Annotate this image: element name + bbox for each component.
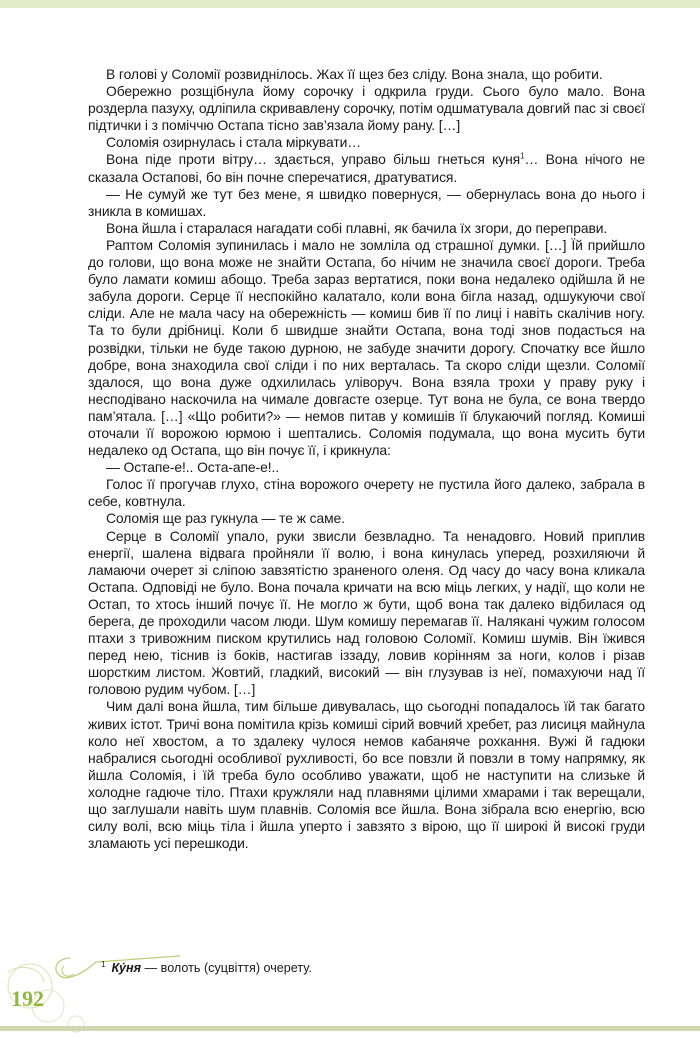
paragraph: Раптом Соломія зупинилась і мало не зомліла од страшної думки. […] Їй прийшло до голови, що вона може не знайти Остапа, бо нічим не значила своєї дороги. Треба було ламати комиш абощо. Треба зараз вертатися, поки вона недалеко одійшла й не забула дороги. Серце її неспокійно калатало, коли вона бігла назад, одшукуючи свої сліди. Але не мала часу на обережність — комиш бив її по лиці і навіть скалічив ногу. Та то були дрібниці. Коли б швидше знайти Остапа, вона тоді знов подасться на розвідки, тільки не буде такою дурною, не забуде значити дорогу. Спочатку все йшло добре, вона знаходила свої сліди і по них верталась. Та скоро сліди щезли. Соломії здалося, що вона дуже одхилилась уліворуч. Вона взяла трохи у праву руку і несподівано наскочила на чимале довгасте озерце. Тут вона не була, се вона твердо пам’ятала. […] «Що робити?» — немов питав у комишів її блукаючий погляд. Комиші оточали її ворожою юрмою і шептались. Соломія подумала, що вона мусить бути недалеко од Остапа, що він почує її, і крикнула: bbox=[88, 236, 645, 459]
page-number: 192 bbox=[11, 986, 44, 1011]
paragraph: Вона йшла і старалася нагадати собі плавні, як бачила їх згори, до переправи. bbox=[106, 219, 608, 236]
paragraph: Обережно розщібнула йому сорочку і одкрила груди. Сього було мало. Вона роздерла пазуху, одліпила скривавлену сорочку, потім одшматувала довгий пас зі своєї підтички і з поміччю Остапа тісно зав’язала йому рану. […] bbox=[88, 83, 645, 134]
top-decorative-rule bbox=[0, 0, 700, 8]
paragraph: Чим далі вона йшла, тим більше дивувалась, що сьогодні попадалось їй так багато живих істот. Тричі вона помітила крізь комиші сірий вовчий хребет, раз лисиця майнула коло неї хвостом, а то здалеку чулося немов кабаняче рохкання. Вужі й гадюки набралися сьогодні особливої рухливості, бо все повзли й повзли в тому напрямку, як йшла Соломія, і їй треба було особливо уважати, щоб не наступити на слизьке й холодне гадюче тіло. Птахи кружляли над плавнями цілими хмарами і так верещали, що заглушали навіть шум плавнів. Соломія все йшла. Вона зібрала всю енергію, всю силу волі, всю міць тіла і йшла уперто і завзято з вірою, що її широкі й високі груди зламають усі перешкоди. bbox=[88, 698, 645, 852]
paragraph: — Не сумуй же тут без мене, я швидко повернуся, — обернулась вона до нього і зникла в комишах. bbox=[88, 185, 645, 219]
paragraph-with-footnote bbox=[88, 151, 645, 185]
paragraph: Соломія ще раз гукнула — те ж саме. bbox=[106, 510, 345, 527]
footnote bbox=[101, 957, 312, 976]
bottom-decorative-rule bbox=[0, 1026, 700, 1031]
paragraph: Голос її прогучав глухо, стіна ворожого очерету не пустила його далеко, забрала в себе, ковтнула. bbox=[88, 476, 645, 510]
paragraph-text: Вона піде проти вітру… здається, управо більш гнеться куня bbox=[106, 151, 521, 168]
footnote-number: 1 bbox=[101, 960, 106, 969]
paragraph: Соломія озирнулась і стала міркувати… bbox=[106, 134, 362, 151]
paragraph: Серце в Соломії упало, руки звисли безвладно. Та ненадовго. Новий приплив енергії, шалена відвага пройняли її волю, і вона кинулась уперед, розхиляючи й ламаючи очерет зі сліпою завзятістю зраненого оленя. Од часу до часу вона кликала Остапа. Одповіді не було. Вона почала кричати на всю міць легких, у надії, що коли не Остап, то хтось інший почує її. Не могло ж бути, щоб вона так далеко відбилася од берега, де проходили часом люди. Шум комишу перемагав її. Налякані чужим голосом птахи з тривожним писком крутились над головою Соломії. Комиш шумів. Він їжився перед нею, тіснив із боків, настигав іззаду, ловив корінням за ноги, колов і різав шорстким листом. Жовтий, гладкий, високий — він глузував із неї, помахуючи над її головою рудим чубом. […] bbox=[88, 527, 645, 698]
main-text bbox=[88, 66, 645, 852]
paragraph-text: … Вона нічого не сказала Остапові, бо він почне сперечатися, дратуватися. bbox=[88, 151, 645, 185]
footnote-reference[interactable]: 1 bbox=[520, 151, 525, 161]
paragraph: В голові у Соломії розвиднілось. Жах її щез без сліду. Вона знала, що робити. bbox=[106, 66, 603, 82]
footnote-definition: — волоть (суцвіття) очерету. bbox=[141, 961, 312, 976]
footnote-term: Ку́ня bbox=[111, 961, 142, 976]
paragraph: — Остапе-е!.. Оста-апе-е!.. bbox=[106, 459, 279, 476]
